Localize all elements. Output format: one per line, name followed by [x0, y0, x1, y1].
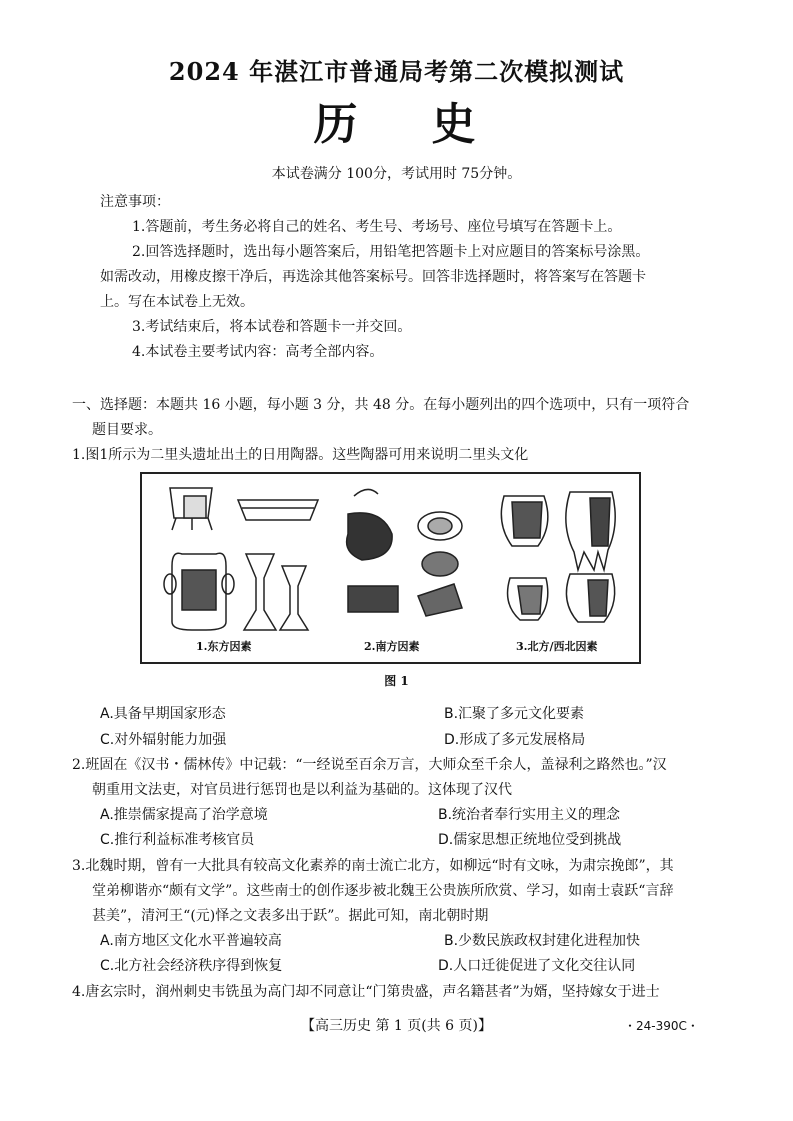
- q3-option-d: D.人口迁徙促进了文化交往认同: [438, 958, 636, 974]
- footer-page-label: 【高三历史 第 1 页(共 6 页)】: [301, 1018, 492, 1034]
- question-4-stem: 4.唐玄宗时，润州刺史韦铣虽为高门却不同意让“门第贵盛，声名籍甚者”为婿，坚持嫁女于进士: [72, 984, 660, 1000]
- question-2-stem-cont: 朝重用文法吏，对官员进行惩罚也是以利益为基础的。这体现了汉代: [92, 782, 512, 798]
- q3-option-c: C.北方社会经济秩序得到恢复: [100, 958, 283, 974]
- subject-heading: [0, 88, 793, 152]
- section-heading: 一、选择题：本题共 16 小题，每小题 3 分，共 48 分。在每小题列出的四个选项中，只有一项符合: [72, 397, 690, 413]
- figure-label-south: 2.南方因素: [364, 640, 420, 653]
- q1-option-c: C.对外辐射能力加强: [100, 732, 227, 748]
- note-item-4: 4.本试卷主要考试内容：高考全部内容。: [132, 344, 384, 360]
- question-3-stem: 3.北魏时期，曾有一大批具有较高文化素养的南士流亡北方，如柳远“时有文咏，为肃宗挽郎”，其: [72, 858, 674, 874]
- note-item-3: 3.考试结束后，将本试卷和答题卡一并交回。: [132, 319, 412, 335]
- figure-1-pottery: [140, 472, 641, 664]
- subject-char-2: 史: [431, 99, 480, 150]
- figure-label-east: 1.东方因素: [196, 640, 252, 653]
- pottery-illustration: [142, 474, 639, 662]
- notes-heading: 注意事项：: [100, 194, 170, 210]
- note-item-2: 2.回答选择题时，选出每小题答案后，用铅笔把答题卡上对应题目的答案标号涂黑。: [132, 244, 650, 260]
- question-2-stem: 2.班固在《汉书・儒林传》中记载：“一经说至百余万言，大师众至千余人，盖禄利之路然也。”汉: [72, 757, 667, 773]
- q2-option-a: A.推崇儒家提高了治学意境: [100, 807, 268, 823]
- question-3-stem-cont: 堂弟柳谐亦“颇有文学”。这些南士的创作逐步被北魏王公贵族所欣赏、学习，如南士袁跃“言辞: [92, 883, 674, 899]
- figure-label-north: 3.北方/西北因素: [516, 640, 598, 653]
- note-item-1: 1.答题前，考生务必将自己的姓名、考生号、考场号、座位号填写在答题卡上。: [132, 219, 622, 235]
- note-item-2-end: 上。写在本试卷上无效。: [100, 294, 254, 310]
- q1-option-b: B.汇聚了多元文化要素: [444, 706, 585, 722]
- q2-option-c: C.推行利益标准考核官员: [100, 832, 255, 848]
- q1-option-a: A.具备早期国家形态: [100, 706, 226, 722]
- figure-caption: 图 1: [384, 674, 409, 688]
- q2-option-d: D.儒家思想正统地位受到挑战: [438, 832, 622, 848]
- q2-option-b: B.统治者奉行实用主义的理念: [438, 807, 621, 823]
- section-heading-cont: 题目要求。: [92, 422, 162, 438]
- q3-option-b: B.少数民族政权封建化进程加快: [444, 933, 641, 949]
- subject-char-1: 历: [313, 99, 362, 150]
- exam-title: 2024 年湛江市普通局考第二次模拟测试: [168, 57, 625, 86]
- footer-code: ・24-390C・: [624, 1019, 699, 1033]
- q1-option-d: D.形成了多元发展格局: [444, 732, 586, 748]
- exam-info: 本试卷满分 100分，考试用时 75分钟。: [271, 166, 522, 182]
- q3-option-a: A.南方地区文化水平普遍较高: [100, 933, 282, 949]
- note-item-2-cont: 如需改动，用橡皮擦干净后，再选涂其他答案标号。回答非选择题时，将答案写在答题卡: [100, 269, 646, 285]
- question-1-stem: 1.图1所示为二里头遗址出土的日用陶器。这些陶器可用来说明二里头文化: [72, 447, 529, 463]
- question-3-stem-end: 甚美”，清河王“(元)怿之文表多出于跃”。据此可知，南北朝时期: [92, 908, 489, 924]
